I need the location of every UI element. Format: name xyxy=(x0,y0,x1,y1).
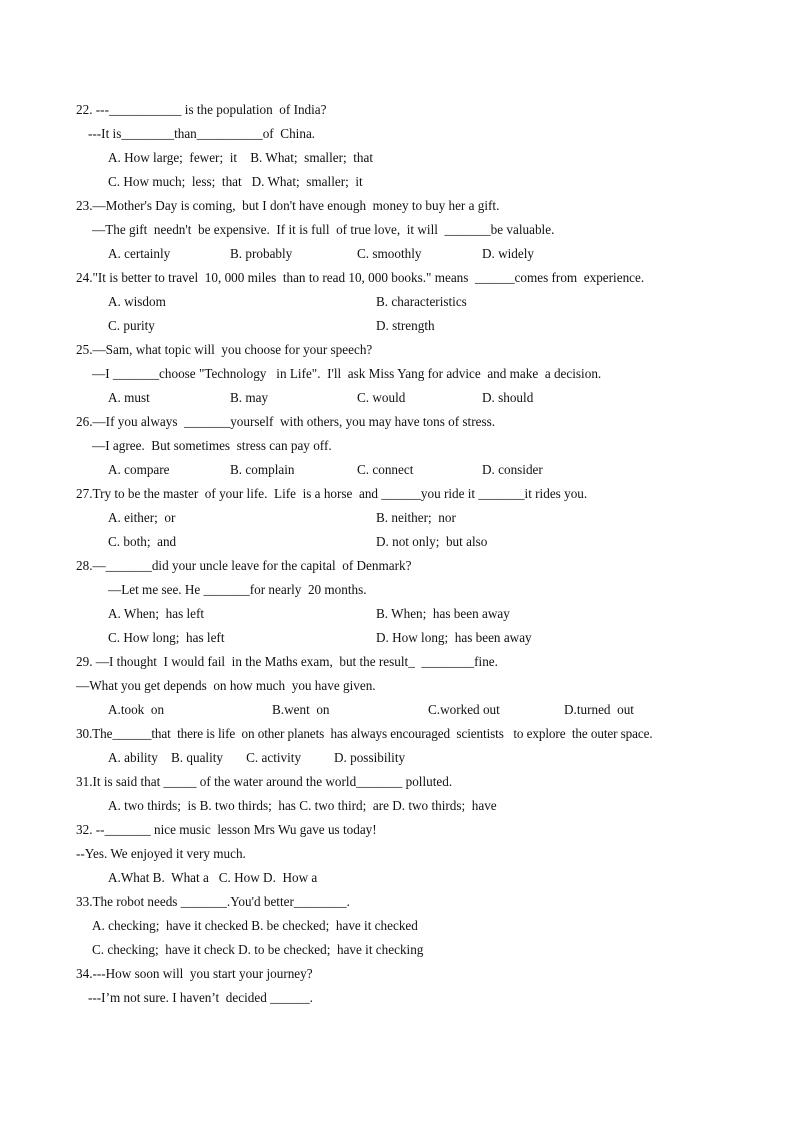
question-30-stem: 30.The______that there is life on other planets has always encouraged scientists to explore the outer space. xyxy=(76,726,653,741)
question-26-reply: —I agree. But sometimes stress can pay off. xyxy=(92,438,332,453)
question-29-option-d: D.turned out xyxy=(564,702,634,717)
question-23-reply: —The gift needn't be expensive. If it is full of true love, it will _______be valuable. xyxy=(92,222,555,237)
question-28-option-c: C. How long; has left xyxy=(108,630,225,645)
question-22-options-row-2: C. How much; less; that D. What; smaller; it xyxy=(108,174,363,189)
question-31-stem: 31.It is said that _____ of the water around the world_______ polluted. xyxy=(76,774,453,789)
question-23-stem: 23.—Mother's Day is coming, but I don't have enough money to buy her a gift. xyxy=(76,198,500,213)
question-28-option-a: A. When; has left xyxy=(108,606,205,621)
question-23-option-a: A. certainly xyxy=(108,246,171,261)
question-25-reply: —I _______choose "Technology in Life". I'll ask Miss Yang for advice and make a decision. xyxy=(92,366,602,381)
question-32-stem: 32. --_______ nice music lesson Mrs Wu gave us today! xyxy=(76,822,377,837)
question-27-stem: 27.Try to be the master of your life. Life is a horse and ______you ride it _______it rides you. xyxy=(76,486,588,501)
question-26-option-d: D. consider xyxy=(482,462,543,477)
question-28-option-b: B. When; has been away xyxy=(376,606,510,621)
question-23-option-d: D. widely xyxy=(482,246,535,261)
question-27-option-d: D. not only; but also xyxy=(376,534,488,549)
question-24-option-b: B. characteristics xyxy=(376,294,467,309)
question-29-reply: —What you get depends on how much you have given. xyxy=(76,678,376,693)
question-25-stem: 25.—Sam, what topic will you choose for your speech? xyxy=(76,342,373,357)
question-33-options-row-2: C. checking; have it check D. to be checked; have it checking xyxy=(92,942,424,957)
question-31-options: A. two thirds; is B. two thirds; has C. two third; are D. two thirds; have xyxy=(108,798,497,813)
question-30-options: A. ability B. quality C. activity D. possibility xyxy=(108,750,406,765)
question-34-stem: 34.---How soon will you start your journey? xyxy=(76,966,313,981)
question-22-reply: ---It is________than__________of China. xyxy=(88,126,316,141)
question-23-option-b: B. probably xyxy=(230,246,293,261)
question-27-option-b: B. neither; nor xyxy=(376,510,456,525)
question-32-options: A.What B. What a C. How D. How a xyxy=(108,870,318,885)
question-34-reply: ---I’m not sure. I haven’t decided ______. xyxy=(88,990,313,1005)
question-33-options-row-1: A. checking; have it checked B. be checked; have it checked xyxy=(92,918,418,933)
question-23-option-c: C. smoothly xyxy=(357,246,422,261)
question-25-option-b: B. may xyxy=(230,390,269,405)
question-33-stem: 33.The robot needs _______.You'd better________. xyxy=(76,894,350,909)
question-24-option-c: C. purity xyxy=(108,318,155,333)
question-29-stem: 29. —I thought I would fail in the Maths exam, but the result_ ________fine. xyxy=(76,654,498,669)
question-25-option-d: D. should xyxy=(482,390,534,405)
question-24-option-d: D. strength xyxy=(376,318,435,333)
question-28-reply: —Let me see. He _______for nearly 20 months. xyxy=(108,582,367,597)
question-22-stem: 22. ---___________ is the population of India? xyxy=(76,102,327,117)
question-22-options-row-1: A. How large; fewer; it B. What; smaller; that xyxy=(108,150,374,165)
question-25-option-a: A. must xyxy=(108,390,150,405)
question-29-option-c: C.worked out xyxy=(428,702,500,717)
question-24-stem: 24."It is better to travel 10, 000 miles than to read 10, 000 books." means ______comes from experience. xyxy=(76,270,645,285)
question-25-option-c: C. would xyxy=(357,390,406,405)
question-27-option-c: C. both; and xyxy=(108,534,177,549)
question-29-option-a: A.took on xyxy=(108,702,165,717)
question-32-reply: --Yes. We enjoyed it very much. xyxy=(76,846,246,861)
question-29-option-b: B.went on xyxy=(272,702,330,717)
question-28-stem: 28.—_______did your uncle leave for the capital of Denmark? xyxy=(76,558,412,573)
question-27-option-a: A. either; or xyxy=(108,510,176,525)
question-26-option-b: B. complain xyxy=(230,462,295,477)
question-26-option-a: A. compare xyxy=(108,462,170,477)
question-28-option-d: D. How long; has been away xyxy=(376,630,532,645)
question-26-stem: 26.—If you always _______yourself with others, you may have tons of stress. xyxy=(76,414,496,429)
question-26-option-c: C. connect xyxy=(357,462,414,477)
question-24-option-a: A. wisdom xyxy=(108,294,166,309)
